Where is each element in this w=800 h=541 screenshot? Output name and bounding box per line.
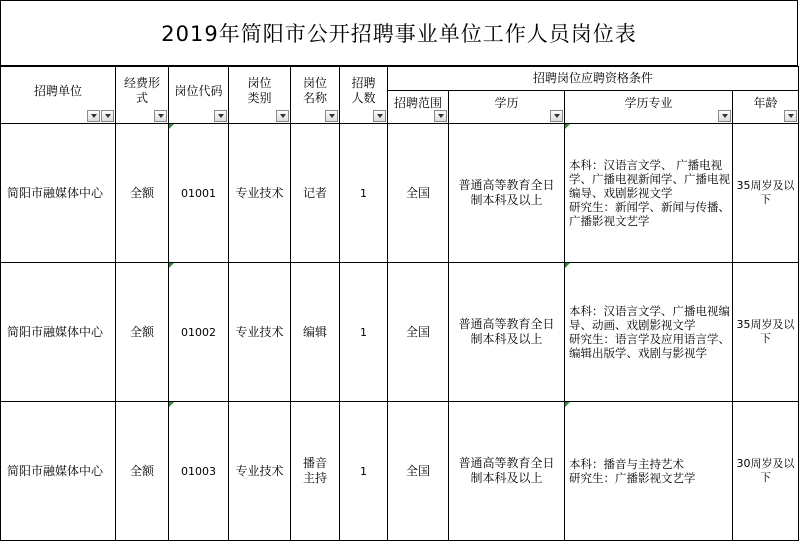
count-cell[interactable]: 1 (340, 124, 388, 263)
page-title: 2019年简阳市公开招聘事业单位工作人员岗位表 (0, 0, 798, 66)
table-row (1, 263, 799, 402)
major-graduate-text: 研究生：语言学及应用语言学、编辑出版学、戏剧与影视学 (569, 332, 730, 360)
cell-marker-icon (169, 124, 174, 129)
position-name-cell[interactable]: 播音主持 (291, 402, 340, 541)
major-cell[interactable] (565, 263, 733, 402)
header-qualification-group: 招聘岗位应聘资格条件 (388, 67, 799, 91)
code-value: 01001 (181, 186, 216, 200)
code-value: 01003 (181, 464, 216, 478)
filter-dropdown-icon[interactable] (87, 110, 100, 122)
unit-cell[interactable]: 简阳市融媒体中心 (1, 263, 116, 402)
code-cell[interactable] (169, 124, 229, 263)
category-cell[interactable]: 专业技术 (229, 402, 291, 541)
major-bachelor-text: 本科：汉语言文学、广播电视编导、动画、戏剧影视文学 (569, 304, 730, 332)
header-scope-label: 招聘范围 (393, 95, 442, 110)
major-graduate-text: 研究生：广播影视文艺学 (569, 471, 696, 485)
header-age-label: 年龄 (753, 95, 778, 110)
filter-dropdown-icon[interactable] (101, 110, 114, 122)
count-cell[interactable]: 1 (340, 402, 388, 541)
major-cell[interactable] (565, 124, 733, 263)
filter-dropdown-icon[interactable] (154, 110, 167, 122)
header-category (229, 67, 291, 124)
filter-dropdown-icon[interactable] (276, 110, 289, 122)
header-funding-label: 经费形式 (123, 76, 160, 105)
age-cell[interactable]: 35周岁及以下 (733, 263, 799, 402)
job-table (0, 66, 799, 541)
header-category-label: 岗位类别 (247, 76, 272, 105)
funding-cell[interactable]: 全额 (116, 124, 169, 263)
major-bachelor-text: 本科：播音与主持艺术 (569, 457, 684, 471)
category-cell[interactable]: 专业技术 (229, 263, 291, 402)
category-cell[interactable]: 专业技术 (229, 124, 291, 263)
age-cell[interactable]: 30周岁及以下 (733, 402, 799, 541)
header-education (449, 91, 565, 124)
position-name-cell[interactable]: 编辑 (291, 263, 340, 402)
filter-dropdown-icon[interactable] (550, 110, 563, 122)
header-position-name-label: 岗位名称 (302, 76, 327, 105)
filter-dropdown-icon[interactable] (434, 110, 447, 122)
code-value: 01002 (181, 325, 216, 339)
header-education-label: 学历 (494, 95, 519, 110)
filter-dropdown-icon[interactable] (784, 110, 797, 122)
unit-cell[interactable]: 简阳市融媒体中心 (1, 402, 116, 541)
header-major-label: 学历专业 (624, 95, 673, 110)
filter-dropdown-icon[interactable] (373, 110, 386, 122)
table-row (1, 124, 799, 263)
education-cell[interactable]: 普通高等教育全日制本科及以上 (449, 263, 565, 402)
cell-marker-icon (169, 263, 174, 268)
scope-cell[interactable]: 全国 (388, 124, 449, 263)
header-code (169, 67, 229, 124)
cell-marker-icon (565, 402, 570, 407)
header-major (565, 91, 733, 124)
cell-marker-icon (169, 402, 174, 407)
funding-cell[interactable]: 全额 (116, 263, 169, 402)
header-age (733, 91, 799, 124)
count-cell[interactable]: 1 (340, 263, 388, 402)
education-cell[interactable]: 普通高等教育全日制本科及以上 (449, 402, 565, 541)
table-row (1, 402, 799, 541)
header-scope (388, 91, 449, 124)
header-position-name (291, 67, 340, 124)
code-cell[interactable] (169, 263, 229, 402)
code-cell[interactable] (169, 402, 229, 541)
header-row-1 (1, 67, 799, 91)
filter-dropdown-icon[interactable] (214, 110, 227, 122)
major-cell[interactable] (565, 402, 733, 541)
header-unit (1, 67, 116, 124)
scope-cell[interactable]: 全国 (388, 263, 449, 402)
position-name-cell[interactable]: 记者 (291, 124, 340, 263)
major-graduate-text: 研究生：新闻学、新闻与传播、广播影视文艺学 (569, 200, 730, 228)
education-cell[interactable]: 普通高等教育全日制本科及以上 (449, 124, 565, 263)
unit-cell[interactable]: 简阳市融媒体中心 (1, 124, 116, 263)
funding-cell[interactable]: 全额 (116, 402, 169, 541)
cell-marker-icon (565, 124, 570, 129)
header-unit-label: 招聘单位 (33, 83, 82, 98)
header-funding (116, 67, 169, 124)
age-cell[interactable]: 35周岁及以下 (733, 124, 799, 263)
header-count-label: 招聘人数 (351, 76, 376, 105)
cell-marker-icon (565, 263, 570, 268)
filter-dropdown-icon[interactable] (718, 110, 731, 122)
scope-cell[interactable]: 全国 (388, 402, 449, 541)
header-code-label: 岗位代码 (174, 83, 223, 98)
filter-dropdown-icon[interactable] (325, 110, 338, 122)
major-bachelor-text: 本科：汉语言文学、 广播电视学、广播电视新闻学、广播电视编导、戏剧影视文学 (569, 158, 730, 200)
header-count (340, 67, 388, 124)
